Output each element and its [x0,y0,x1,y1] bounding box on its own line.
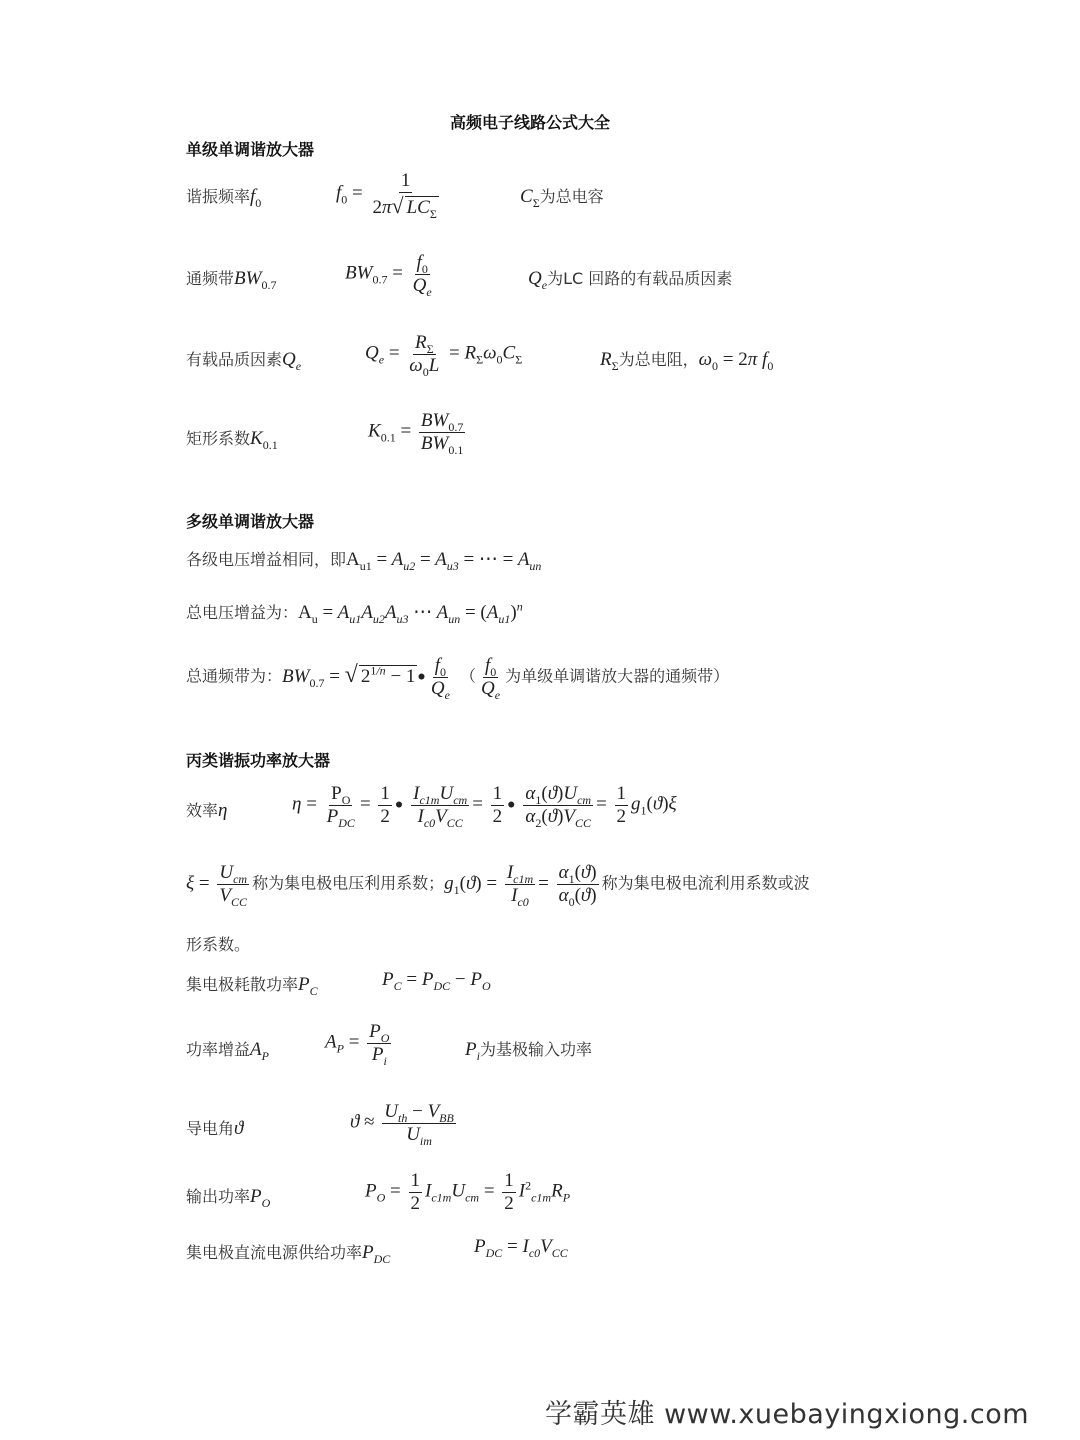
formula-dc-supply-power: $P_{DC} = I_{c0}V_{CC}$ [474,1236,568,1260]
note-loaded-q: $Q_e$为LC 回路的有载品质因素 [528,268,733,292]
formula-efficiency: η = $P_O$ $P_{DC}$ = $\frac{1}{2}$ ● $I_{c1m}U_{cm}$ $I_{c0}V_{CC}$ = $\frac{1}{2}$ ● $\alpha_1(ϑ)U_{cm}$ $\alpha_2(ϑ)V_{CC}$ = $\frac{1}{2}$ $g_1(ϑ)\xi$ [292,783,677,830]
label-conduction-angle: 导电角ϑ [186,1118,244,1139]
watermark: 学霸英雄 www.xuebayingxiong.com [545,1399,1030,1430]
label-dc-supply-power: 集电极直流电源供给功率$P_{DC}$ [186,1242,391,1266]
page-title: 高频电子线路公式大全 [450,113,611,132]
label-dissipation-power: 集电极耗散功率$P_C$ [186,974,318,998]
text-stage-gain-equal: 各级电压增益相同，即$A_{u1} = A_{u2} = A_{u3}$ = ⋯ = $A_{un}$ [186,549,542,573]
note-base-input-power: $P_i$为基极输入功率 [465,1039,592,1063]
note-total-capacitance: $C_\Sigma$为总电容 [520,186,604,210]
formula-loaded-q: $Q_e$ = $\frac{R_\Sigma}{\omega_0L}$ = $R_\Sigma\omega_0C_\Sigma$ [365,332,523,379]
label-resonant-frequency: 谐振频率$f_0$ [186,186,262,210]
section-heading-multi-stage: 多级单调谐放大器 [186,512,315,531]
formula-dissipation-power: $P_C = P_{DC} - P_O$ [382,969,491,993]
label-loaded-q: 有载品质因素$Q_e$ [186,349,302,373]
formula-resonant-frequency: $f_0$ = 1 2π√ $LC_\Sigma$ [336,170,437,221]
text-total-bandwidth: 总通频带为：$BW_{0.7}$ = √ $2^{1/n} - 1$ ● $\frac{f_0}{Q_e}$ （ $\frac{f_0}{Q_e}$ 为单级单调谐放大器的通频带） [186,655,730,702]
formula-power-gain: $A_P$ = $\frac{P_O}{P_i}$ [325,1021,390,1068]
note-total-resistance: $R_\Sigma$为总电阻，$\omega_0 = 2\pi$ $f_0$ [600,349,774,373]
section-heading-single-stage: 单级单调谐放大器 [186,140,315,159]
formula-output-power: $P_O$ = $\frac{1}{2}$ $I_{c1m}U_{cm}$ = $\frac{1}{2}$ $I^2_{c1m}R_P$ [365,1170,571,1214]
label-efficiency: 效率η [186,800,228,821]
formula-bandwidth: $BW_{0.7}$ = $\frac{f_0}{Q_e}$ [345,252,432,299]
section-heading-class-c: 丙类谐振功率放大器 [186,751,331,770]
formula-rectangle-coefficient: $K_{0.1}$ = $\frac{BW_{0.7}}{BW_{0.1}}$ [368,410,464,457]
label-output-power: 输出功率$P_O$ [186,1186,271,1210]
text-utilization-coefficients: ξ = $U_{cm}$ $V_{CC}$ 称为集电极电压利用系数；$g_1(ϑ)$ = $\frac{I_{c1m}}{I_{c0}}$ = $\frac{\alpha_1(ϑ)}{\alpha_0(ϑ)}$ 称为集电极电流利用系数或波 [186,862,810,909]
formula-conduction-angle: ϑ ≈ $U_{th} - V_{BB}$ $U_{im}$ [350,1101,454,1148]
label-bandwidth: 通频带$BW_{0.7}$ [186,268,277,292]
label-rectangle-coefficient: 矩形系数$K_{0.1}$ [186,428,278,452]
text-total-voltage-gain: 总电压增益为：$A_u = A_{u1}A_{u2}A_{u3}$ ⋯ $A_{un} = (A_{u1})^n$ [186,599,523,626]
text-waveform-coefficient: 形系数。 [186,935,251,954]
label-power-gain: 功率增益$A_P$ [186,1039,269,1063]
